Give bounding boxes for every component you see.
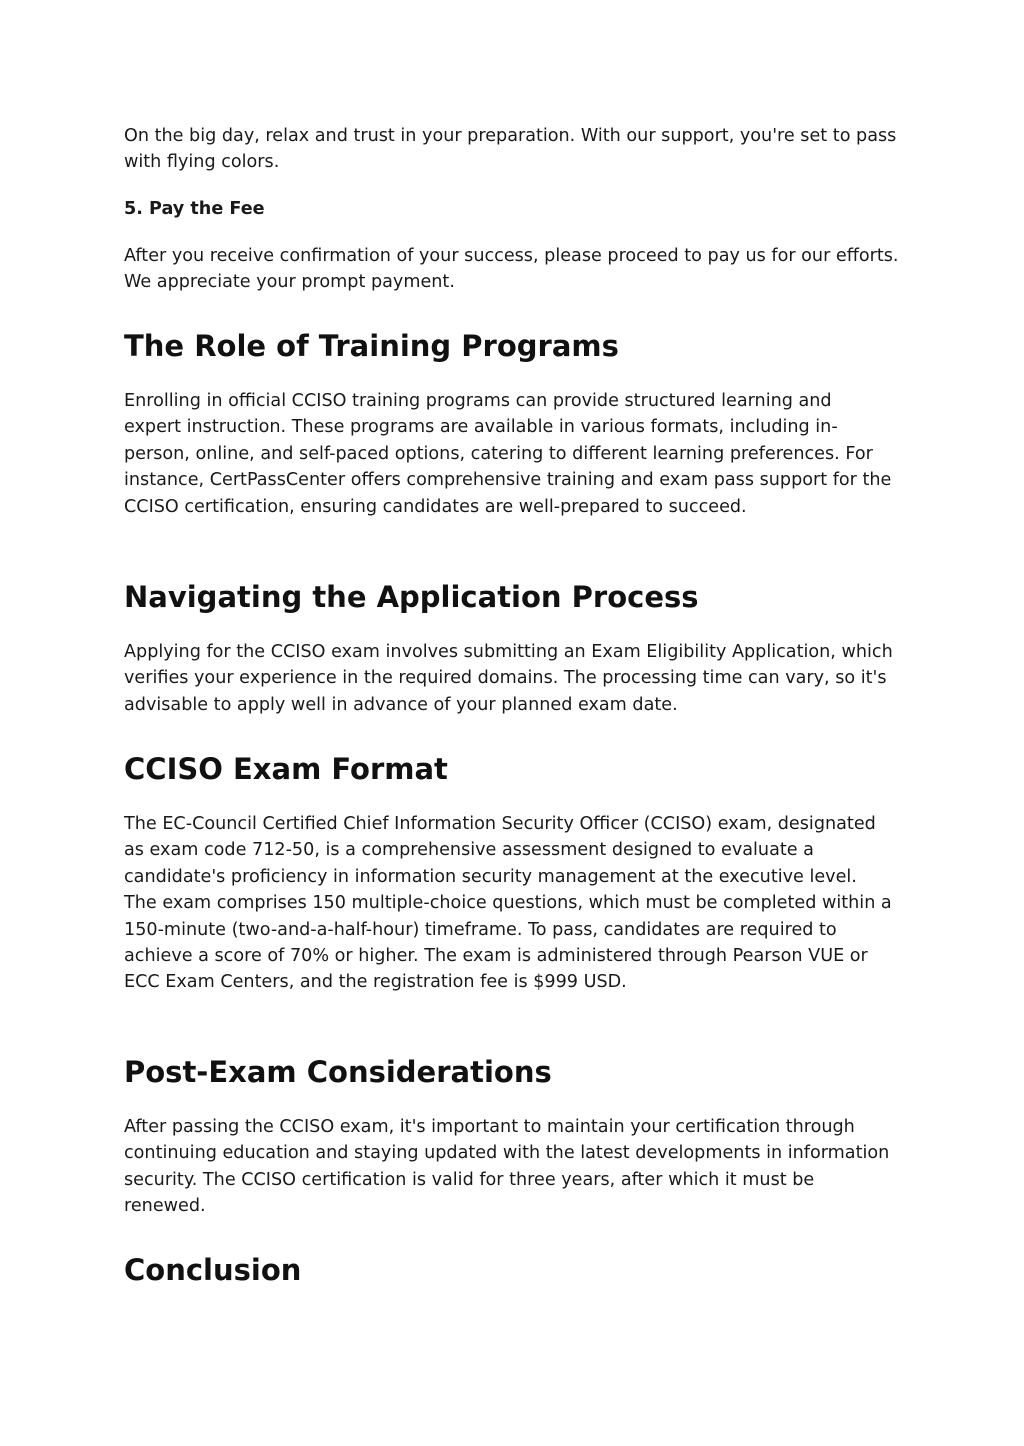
step-5-paragraph: After you receive confirmation of your success, please proceed to pay us for our efforts. We appreciate your prompt payment.: [124, 246, 899, 293]
intro-paragraph: On the big day, relax and trust in your preparation. With our support, you're set to pass with flying colors.: [124, 126, 897, 173]
step-5-heading: 5. Pay the Fee: [124, 199, 265, 219]
post-exam-heading: Post-Exam Considerations: [124, 1055, 552, 1089]
conclusion-heading: Conclusion: [124, 1253, 302, 1287]
application-process-heading: Navigating the Application Process: [124, 580, 699, 614]
exam-format-heading: CCISO Exam Format: [124, 752, 448, 786]
training-programs-heading: The Role of Training Programs: [124, 329, 619, 363]
training-programs-paragraph: Enrolling in official CCISO training programs can provide structured learning and expert instruction. These programs are available in various formats, including in-person, online, and self-paced options, catering to different learning preferences. For instance, CertPassCenter offers comprehensive training and exam pass support for the CCISO certification, ensuring candidates are well-prepared to succeed.: [124, 391, 892, 517]
exam-format-paragraph: The EC-Council Certified Chief Information Security Officer (CCISO) exam, designated as exam code 712-50, is a comprehensive assessment designed to evaluate a candidate's proficiency in information security management at the executive level. The exam comprises 150 multiple-choice questions, which must be completed within a 150-minute (two-and-a-half-hour) timeframe. To pass, candidates are required to achieve a score of 70% or higher. The exam is administered through Pearson VUE or ECC Exam Centers, and the registration fee is $999 USD.: [124, 814, 892, 993]
application-process-paragraph: Applying for the CCISO exam involves submitting an Exam Eligibility Application, which verifies your experience in the required domains. The processing time can vary, so it's advisable to apply well in advance of your planned exam date.: [124, 642, 893, 715]
post-exam-paragraph: After passing the CCISO exam, it's important to maintain your certification through continuing education and staying updated with the latest developments in information security. The CCISO certification is valid for three years, after which it must be renewed.: [124, 1117, 890, 1217]
